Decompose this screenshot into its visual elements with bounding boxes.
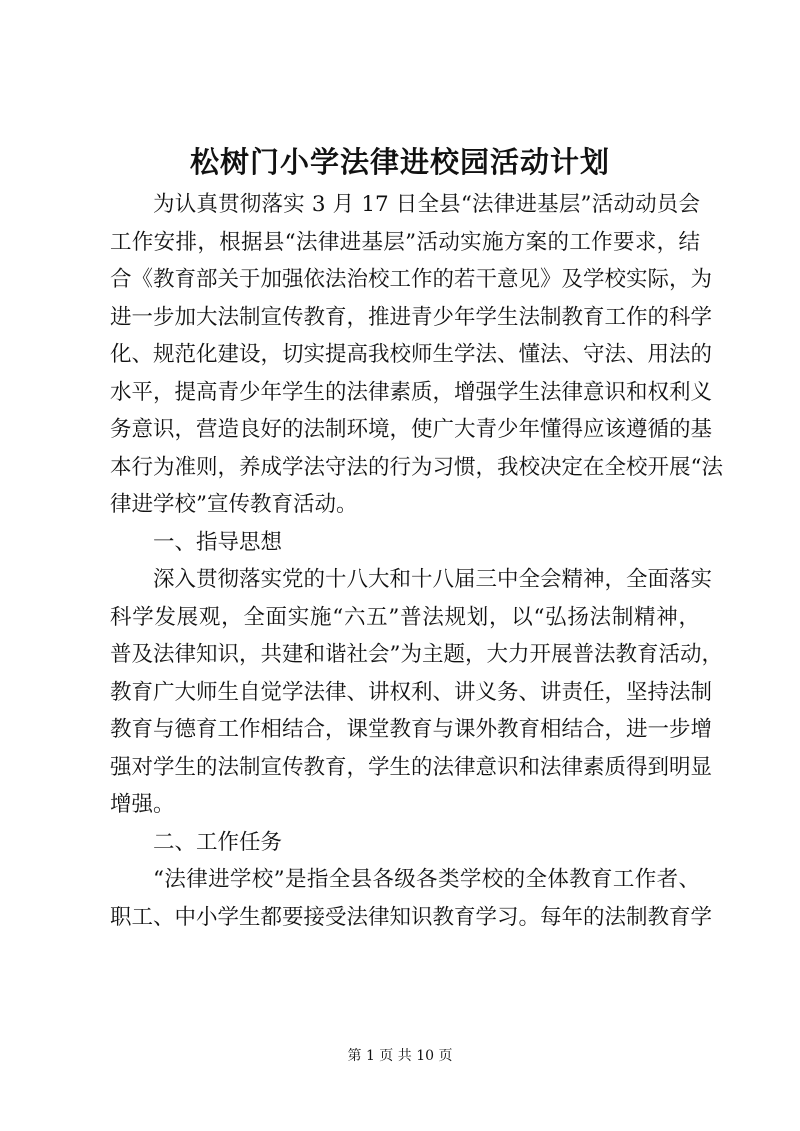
document-body [110, 186, 723, 936]
body-line: 水平，提高青少年学生的法律素质，增强学生法律意识和权利义 [110, 379, 713, 405]
body-line: 本行为准则，养成学法守法的行为习惯，我校决定在全校开展“法 [110, 454, 723, 480]
body-line: 教育广大师生自觉学法律、讲权利、讲义务、讲责任，坚持法制 [110, 679, 713, 705]
section-heading: 二、工作任务 [153, 829, 283, 855]
body-line: 律进学校”宣传教育活动。 [110, 492, 358, 517]
body-line: 增强。 [110, 792, 175, 817]
body-line: 深入贯彻落实党的十八大和十八届三中全会精神，全面落实 [153, 567, 713, 592]
body-line: 进一步加大法制宣传教育，推进青少年学生法制教育工作的科学 [110, 304, 713, 330]
body-line: 职工、中小学生都要接受法律知识教育学习。每年的法制教育学 [110, 904, 713, 930]
document-title: 松树门小学法律进校园活动计划 [189, 145, 610, 179]
body-line: 教育与德育工作相结合，课堂教育与课外教育相结合，进一步增 [110, 717, 713, 742]
section-heading: 一、指导思想 [153, 529, 283, 555]
body-line: 科学发展观，全面实施“六五”普法规划，以“弘扬法制精神， [110, 604, 700, 630]
body-line: 强对学生的法制宣传教育，学生的法律意识和法律素质得到明显 [110, 754, 713, 780]
body-line: 为认真贯彻落实 3 月 17 日全县“法律进基层”活动动员会 [153, 192, 700, 217]
body-line: 合《教育部关于加强依法治校工作的若干意见》及学校实际，为 [110, 267, 713, 292]
body-line: 普及法律知识，共建和谐社会”为主题，大力开展普法教育活动， [110, 642, 723, 667]
page-number-footer: 第 1 页 共 10 页 [347, 1048, 453, 1064]
body-line: 务意识，营造良好的法制环境，使广大青少年懂得应该遵循的基 [110, 417, 713, 442]
body-line: 工作安排，根据县“法律进基层”活动实施方案的工作要求，结 [110, 229, 700, 255]
body-line: 化、规范化建设，切实提高我校师生学法、懂法、守法、用法的 [110, 342, 713, 367]
body-line: “法律进学校”是指全县各级各类学校的全体教育工作者、 [153, 867, 700, 892]
